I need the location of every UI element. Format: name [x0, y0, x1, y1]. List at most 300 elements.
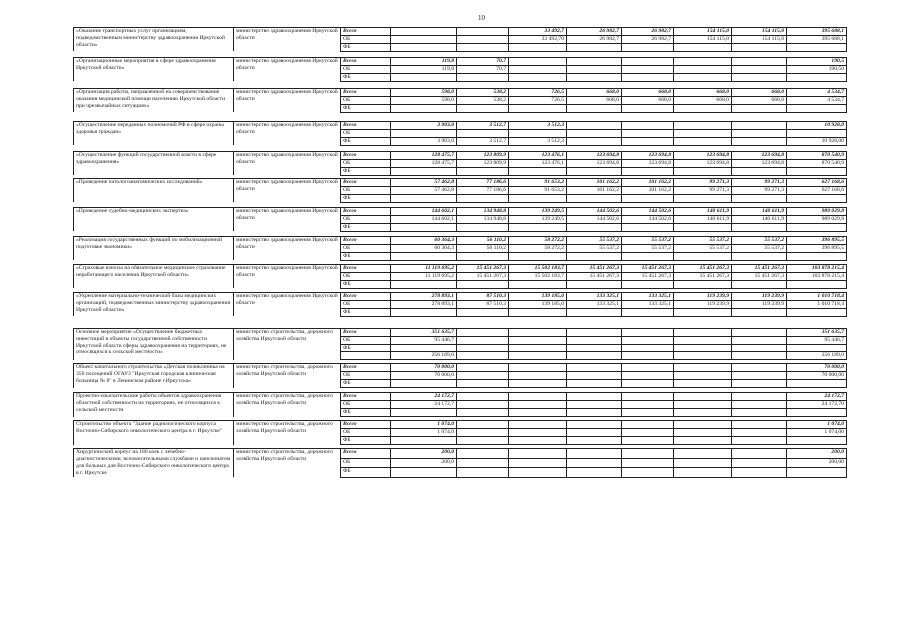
year-value — [567, 421, 622, 429]
year-value: 55 537,2 — [622, 244, 674, 252]
funding-source: ФБ — [341, 167, 391, 175]
year-value — [674, 401, 732, 409]
year-value — [674, 380, 732, 388]
year-value: 60 364,3 — [391, 236, 457, 244]
funding-source: Всего — [341, 421, 391, 429]
total-value: 1 010 718,4 — [787, 292, 847, 300]
funding-source: Всего — [341, 207, 391, 215]
measure-name: «Проведение патологоанатомических исследований» — [74, 178, 234, 202]
year-value — [674, 129, 732, 137]
funding-source: Всего — [341, 151, 391, 159]
year-value — [674, 252, 732, 260]
year-value — [674, 393, 732, 401]
year-value — [391, 167, 457, 175]
year-value — [457, 401, 509, 409]
funding-source: ОБ — [341, 372, 391, 380]
year-value: 123 809,9 — [457, 151, 509, 159]
year-value: 77 186,6 — [457, 178, 509, 186]
year-value — [732, 421, 787, 429]
year-value — [567, 104, 622, 112]
funding-source: ФБ — [341, 280, 391, 288]
total-value — [787, 129, 847, 137]
funding-source: ФБ — [341, 437, 391, 445]
year-value: 57 462,8 — [391, 178, 457, 186]
year-value — [457, 194, 509, 202]
year-value: 3 512,7 — [457, 121, 509, 129]
measure-name: Строительство объекта "Здание радиологического корпуса Восточно-Сибирского онкологического центра в г. Иркутске" — [74, 421, 234, 445]
year-value — [509, 104, 567, 112]
total-value — [787, 223, 847, 231]
year-value: 101 162,2 — [567, 186, 622, 194]
funding-source: ОБ — [341, 336, 391, 344]
year-value: 668,0 — [622, 88, 674, 96]
year-value: 1 074,0 — [391, 429, 457, 437]
year-value: 15 451 267,3 — [622, 264, 674, 272]
row-spacer — [74, 112, 847, 121]
year-value: 56 110,2 — [457, 244, 509, 252]
funding-source: ФБ — [341, 380, 391, 388]
total-value: 396 895,5 — [787, 244, 847, 252]
year-value — [567, 458, 622, 467]
table-row — [74, 421, 847, 429]
year-value — [391, 194, 457, 202]
year-value: 15 451 267,3 — [567, 264, 622, 272]
spacer-cell — [74, 112, 847, 121]
year-value: 123 694,8 — [732, 151, 787, 159]
year-value — [567, 344, 622, 352]
year-value: 668,0 — [622, 96, 674, 104]
year-value — [674, 280, 732, 288]
year-value — [622, 449, 674, 458]
year-value: 351 635,7 — [391, 328, 457, 336]
executor-name: министерство здравоохранения Иркутской области — [234, 88, 341, 112]
year-value — [622, 352, 674, 360]
year-value — [567, 73, 622, 81]
year-value: 668,0 — [567, 96, 622, 104]
funding-source: ФБ — [341, 43, 391, 51]
year-value: 55 537,2 — [732, 236, 787, 244]
year-value — [732, 223, 787, 231]
year-value — [391, 35, 457, 43]
year-value — [674, 468, 732, 478]
year-value — [622, 223, 674, 231]
year-value — [391, 43, 457, 51]
year-value: 144 502,6 — [622, 215, 674, 223]
measure-name: «Осуществление функций государственной власти в сфере здравоохранения» — [74, 151, 234, 175]
total-value: 4 534,7 — [787, 96, 847, 104]
year-value: 200,0 — [391, 449, 457, 458]
year-value — [509, 468, 567, 478]
year-value — [509, 372, 567, 380]
measure-name: «Проведение судебно-медицинских экспертиз» — [74, 207, 234, 231]
year-value: 58 272,2 — [509, 244, 567, 252]
measure-name: «Страховые взносы на обязательное медицинское страхование неработающего населения Иркутской области» — [74, 264, 234, 288]
year-value — [732, 401, 787, 409]
funding-source: Всего — [341, 28, 391, 36]
total-value — [787, 194, 847, 202]
total-value: 70 000,00 — [787, 372, 847, 380]
year-value — [732, 372, 787, 380]
year-value — [622, 344, 674, 352]
year-value — [567, 328, 622, 336]
year-value: 133 325,1 — [567, 292, 622, 300]
year-value — [674, 57, 732, 65]
year-value — [622, 421, 674, 429]
year-value — [622, 104, 674, 112]
year-value — [567, 252, 622, 260]
total-value: 24 172,7 — [787, 393, 847, 401]
total-value: 989 029,8 — [787, 215, 847, 223]
year-value — [509, 43, 567, 51]
year-value — [622, 73, 674, 81]
funding-source: ФБ — [341, 344, 391, 352]
funding-source: ФБ — [341, 308, 391, 316]
executor-name: министерство здравоохранения Иркутской области — [234, 236, 341, 260]
year-value: 128 475,7 — [391, 151, 457, 159]
year-value — [622, 121, 674, 129]
year-value — [567, 129, 622, 137]
year-value: 91 653,2 — [509, 178, 567, 186]
year-value: 133 325,1 — [622, 292, 674, 300]
total-value — [787, 468, 847, 478]
year-value — [567, 449, 622, 458]
table-row — [74, 57, 847, 65]
funding-source: ОБ — [341, 159, 391, 167]
year-value: 668,0 — [674, 96, 732, 104]
year-value — [567, 352, 622, 360]
total-value — [787, 167, 847, 175]
year-value — [622, 401, 674, 409]
year-value: 123 809,9 — [457, 159, 509, 167]
table-row — [74, 207, 847, 215]
year-value: 11 119 695,2 — [391, 272, 457, 280]
year-value — [622, 364, 674, 372]
year-value — [457, 336, 509, 344]
year-value — [391, 280, 457, 288]
year-value — [674, 372, 732, 380]
year-value — [509, 73, 567, 81]
year-value — [509, 223, 567, 231]
year-value — [391, 380, 457, 388]
year-value: 144 502,6 — [567, 207, 622, 215]
year-value: 101 162,2 — [567, 178, 622, 186]
year-value: 668,0 — [732, 88, 787, 96]
year-value — [674, 137, 732, 145]
year-value: 55 537,2 — [732, 244, 787, 252]
year-value — [391, 104, 457, 112]
year-value — [622, 308, 674, 316]
year-value — [732, 449, 787, 458]
year-value: 668,0 — [674, 88, 732, 96]
executor-name: министерство здравоохранения Иркутской области — [234, 57, 341, 81]
year-value — [674, 167, 732, 175]
year-value: 140 611,9 — [732, 215, 787, 223]
year-value — [391, 129, 457, 137]
total-value: 95 446,7 — [787, 336, 847, 344]
year-value — [509, 252, 567, 260]
total-value: 103 878 215,4 — [787, 264, 847, 272]
year-value — [674, 429, 732, 437]
executor-name: министерство здравоохранения Иркутской области — [234, 264, 341, 288]
year-value: 598,0 — [391, 88, 457, 96]
total-value: 190,5 — [787, 57, 847, 65]
total-value: 10 928,0 — [787, 121, 847, 129]
year-value: 70 000,0 — [391, 372, 457, 380]
year-value — [622, 328, 674, 336]
year-value — [567, 401, 622, 409]
year-value — [567, 372, 622, 380]
year-value — [391, 28, 457, 36]
year-value — [674, 328, 732, 336]
total-value — [787, 43, 847, 51]
year-value: 26 982,7 — [567, 35, 622, 43]
year-value — [457, 167, 509, 175]
funding-source: ФБ — [341, 73, 391, 81]
funding-source: Всего — [341, 328, 391, 336]
year-value: 278 893,1 — [391, 292, 457, 300]
year-value — [509, 449, 567, 458]
year-value: 123 694,8 — [567, 159, 622, 167]
year-value: 99 271,3 — [732, 186, 787, 194]
total-value: 256 189,0 — [787, 352, 847, 360]
year-value: 26 982,7 — [567, 28, 622, 36]
year-value — [567, 167, 622, 175]
year-value: 140 611,9 — [674, 207, 732, 215]
year-value: 87 510,3 — [457, 300, 509, 308]
year-value: 119 239,9 — [732, 292, 787, 300]
year-value: 15 451 267,3 — [567, 272, 622, 280]
year-value — [509, 194, 567, 202]
total-value — [787, 73, 847, 81]
year-value — [509, 401, 567, 409]
year-value: 154 115,0 — [674, 28, 732, 36]
year-value: 139 185,0 — [509, 292, 567, 300]
total-value: 200,00 — [787, 458, 847, 467]
measure-name: Основное мероприятие «Осуществление бюджетных инвестиций в объекты государственной собственности Иркутской области сферы здравоохранения на территориях, не относящихся к сельской местности» — [74, 328, 234, 360]
year-value — [457, 458, 509, 467]
executor-name: министерство здравоохранения Иркутской области — [234, 178, 341, 202]
year-value — [509, 57, 567, 65]
year-value: 119 239,9 — [732, 300, 787, 308]
year-value — [457, 28, 509, 36]
year-value — [509, 280, 567, 288]
year-value — [567, 194, 622, 202]
year-value — [567, 57, 622, 65]
funding-source: ОБ — [341, 65, 391, 73]
year-value: 144 602,1 — [391, 207, 457, 215]
measure-name: «Осуществление переданных полномочий РФ в сфере охраны здоровья граждан» — [74, 121, 234, 145]
year-value — [391, 252, 457, 260]
funding-source: ОБ — [341, 186, 391, 194]
year-value — [674, 352, 732, 360]
year-value: 15 451 267,3 — [674, 272, 732, 280]
funding-source: Всего — [341, 264, 391, 272]
year-value — [509, 458, 567, 467]
year-value: 24 172,7 — [391, 393, 457, 401]
funding-source: ОБ — [341, 272, 391, 280]
year-value — [732, 280, 787, 288]
year-value — [457, 252, 509, 260]
year-value — [622, 43, 674, 51]
year-value — [457, 129, 509, 137]
funding-source: ОБ — [341, 300, 391, 308]
year-value — [509, 409, 567, 417]
year-value — [622, 129, 674, 137]
year-value: 119 239,9 — [674, 300, 732, 308]
year-value — [567, 409, 622, 417]
year-value: 26 982,7 — [622, 28, 674, 36]
year-value — [732, 468, 787, 478]
year-value: 95 446,7 — [391, 336, 457, 344]
year-value: 55 537,2 — [674, 236, 732, 244]
year-value — [732, 167, 787, 175]
table-row — [74, 28, 847, 36]
funding-source: ОБ — [341, 35, 391, 43]
year-value: 200,0 — [391, 458, 457, 467]
year-value: 134 948,8 — [457, 207, 509, 215]
year-value: 55 537,2 — [622, 236, 674, 244]
year-value — [509, 308, 567, 316]
year-value — [567, 429, 622, 437]
funding-source: Всего — [341, 88, 391, 96]
year-value: 278 893,1 — [391, 300, 457, 308]
year-value: 15 451 267,3 — [457, 264, 509, 272]
total-value: 1 010 718,4 — [787, 300, 847, 308]
funding-source: Всего — [341, 292, 391, 300]
year-value — [509, 364, 567, 372]
year-value — [674, 121, 732, 129]
measure-name: Хирургический корпус на 180 коек с лечебно-диагностическими, вспомогательными службами и пансионатом для больных для Восточно-Сибирского онкологического центра в г. Иркутске — [74, 449, 234, 477]
year-value — [732, 252, 787, 260]
year-value: 144 602,1 — [391, 215, 457, 223]
year-value: 15 451 267,3 — [622, 272, 674, 280]
funding-source: Всего — [341, 449, 391, 458]
year-value: 15 451 267,3 — [732, 264, 787, 272]
year-value — [457, 43, 509, 51]
funding-source: ОБ — [341, 215, 391, 223]
executor-name: министерство строительства, дорожного хозяйства Иркутской области — [234, 449, 341, 477]
funding-source: ОБ — [341, 129, 391, 137]
total-value: 200,0 — [787, 449, 847, 458]
year-value — [391, 308, 457, 316]
table-row — [74, 121, 847, 129]
year-value — [622, 194, 674, 202]
measure-name: Проектно-изыскательские работы объектов здравоохранения областной собственности на территориях, не относящихся к сельской местности — [74, 393, 234, 417]
year-value — [567, 137, 622, 145]
total-value: 190,50 — [787, 65, 847, 73]
year-value — [674, 65, 732, 73]
table-row — [74, 178, 847, 186]
total-value: 24 172,70 — [787, 401, 847, 409]
year-value — [732, 308, 787, 316]
funding-source: ФБ — [341, 194, 391, 202]
year-value: 77 186,6 — [457, 186, 509, 194]
funding-source: Всего — [341, 178, 391, 186]
year-value — [391, 73, 457, 81]
year-value — [567, 121, 622, 129]
total-value: 989 029,8 — [787, 207, 847, 215]
year-value: 123 694,8 — [567, 151, 622, 159]
funding-source: ФБ — [341, 252, 391, 260]
measure-name: «Организационные мероприятия в сфере здравоохранения Иркутской области» — [74, 57, 234, 81]
year-value — [509, 336, 567, 344]
year-value: 15 451 267,3 — [674, 264, 732, 272]
total-value: 627 168,6 — [787, 186, 847, 194]
year-value — [509, 167, 567, 175]
year-value — [457, 35, 509, 43]
year-value — [457, 409, 509, 417]
year-value — [732, 352, 787, 360]
year-value — [509, 344, 567, 352]
measure-name: «Реализация государственных функций по мобилизационной подготовке экономики» — [74, 236, 234, 260]
year-value — [509, 393, 567, 401]
year-value: 70,7 — [457, 57, 509, 65]
table-row — [74, 328, 847, 336]
total-value: 351 635,7 — [787, 328, 847, 336]
year-value: 123 694,8 — [622, 159, 674, 167]
year-value — [457, 372, 509, 380]
year-value: 123 694,8 — [674, 159, 732, 167]
measure-name: Объект капитального строительства «Детская поликлиника на 350 посещений ОГАУЗ "Иркутская городская клиническая больница № 8" в Ленинском районе г.Иркутска» — [74, 364, 234, 388]
executor-name: министерство строительства, дорожного хозяйства Иркутской области — [234, 393, 341, 417]
year-value — [622, 437, 674, 445]
year-value — [567, 308, 622, 316]
year-value — [622, 57, 674, 65]
year-value: 33 492,70 — [509, 35, 567, 43]
year-value — [457, 352, 509, 360]
year-value — [732, 458, 787, 467]
year-value: 133 325,1 — [567, 300, 622, 308]
year-value — [622, 380, 674, 388]
year-value — [622, 372, 674, 380]
year-value — [622, 252, 674, 260]
year-value — [391, 409, 457, 417]
year-value: 140 611,9 — [674, 215, 732, 223]
year-value: 123 476,1 — [509, 151, 567, 159]
year-value — [567, 437, 622, 445]
year-value — [457, 73, 509, 81]
year-value — [567, 364, 622, 372]
year-value: 140 611,9 — [732, 207, 787, 215]
year-value: 91 653,2 — [509, 186, 567, 194]
year-value: 123 694,8 — [674, 151, 732, 159]
year-value: 154 115,0 — [732, 28, 787, 36]
year-value — [674, 409, 732, 417]
year-value: 70 000,0 — [391, 364, 457, 372]
spacer-cell — [74, 316, 847, 328]
total-value — [787, 104, 847, 112]
year-value — [457, 104, 509, 112]
funding-source: Всего — [341, 364, 391, 372]
table-row — [74, 393, 847, 401]
year-value: 3 512,3 — [509, 121, 567, 129]
total-value — [787, 437, 847, 445]
year-value — [732, 137, 787, 145]
year-value: 87 510,3 — [457, 292, 509, 300]
year-value — [732, 57, 787, 65]
year-value — [732, 429, 787, 437]
table-row — [74, 151, 847, 159]
year-value: 57 462,8 — [391, 186, 457, 194]
year-value — [674, 194, 732, 202]
year-value: 144 502,6 — [622, 207, 674, 215]
table-row — [74, 449, 847, 458]
year-value — [732, 393, 787, 401]
year-value: 3 512,7 — [457, 137, 509, 145]
year-value: 55 537,2 — [567, 236, 622, 244]
year-value — [732, 364, 787, 372]
year-value — [674, 73, 732, 81]
